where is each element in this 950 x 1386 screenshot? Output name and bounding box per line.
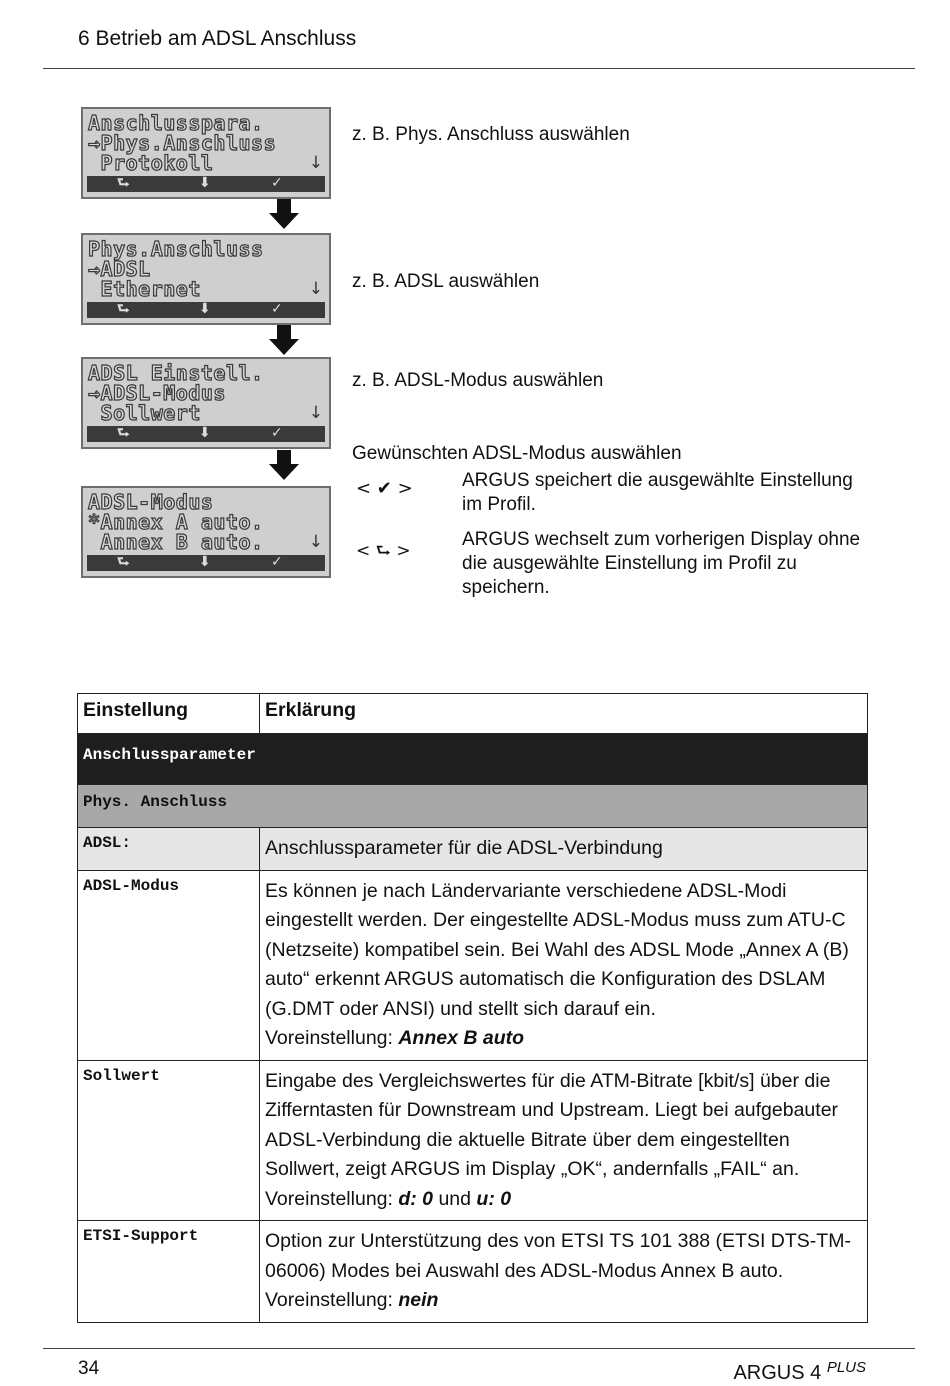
lcd-line: Sollwert: [88, 401, 201, 425]
setting-explanation: Option zur Unterstützung des von ETSI TS 101 388 (ETSI DTS-TM-06006) Modes bei Auswahl des ADSL-Modus Annex B auto.: [265, 1230, 851, 1282]
subsection-row: [78, 785, 868, 828]
confirm-softkey-icon[interactable]: ✓: [271, 175, 283, 191]
back-softkey-icon[interactable]: ⮑: [117, 425, 130, 441]
back-softkey-icon[interactable]: ⮑: [117, 175, 130, 191]
lcd-line: Ethernet: [88, 277, 201, 301]
setting-explanation: Es können je nach Ländervariante verschiedene ADSL-Modi eingestellt werden. Der eingestellte ADSL-Modus muss zum ATU-C (Netzseite) kompatibel sein. Bei Wahl des ADSL Mode „Annex A (B) auto“ erkennt ARGUS automatisch die Konfiguration des DSLAM (G.DMT oder ANSI) und stellt sich darauf ein.: [265, 879, 849, 1020]
back-key-explanation: ARGUS wechselt zum vorherigen Display ohne die ausgewählte Einstellung im Profil zu speichern.: [462, 529, 861, 598]
lcd-line-selected: →ADSL: [88, 257, 151, 281]
default-join: und: [438, 1187, 471, 1210]
step-description: z. B. ADSL auswählen: [352, 271, 540, 292]
back-softkey-icon[interactable]: ⮑: [117, 554, 130, 570]
default-label: Voreinstellung:: [265, 1027, 393, 1049]
section-title: Anschlussparameter: [78, 734, 868, 785]
default-value: nein: [398, 1289, 439, 1311]
confirm-softkey-icon[interactable]: ✓: [271, 425, 283, 441]
down-softkey-icon[interactable]: ⬇: [199, 425, 211, 441]
softkey-bar: [87, 302, 325, 318]
footer-rule: [43, 1348, 915, 1349]
table-row: [78, 1060, 868, 1221]
default-label: Voreinstellung:: [265, 1187, 393, 1210]
step-description: z. B. Phys. Anschluss auswählen: [352, 124, 630, 145]
confirm-key-icon: < ✔ >: [356, 478, 413, 499]
column-header-erklaerung: Erklärung: [260, 694, 868, 734]
setting-explanation-cell: [260, 1060, 868, 1221]
page-header-title: 6 Betrieb am ADSL Anschluss: [78, 27, 357, 50]
setting-explanation: Anschlussparameter für die ADSL-Verbindung: [260, 828, 868, 871]
lcd-line-selected: *Annex A auto.: [88, 510, 264, 534]
lcd-line: Protokoll: [88, 151, 214, 175]
down-softkey-icon[interactable]: ⬇: [199, 554, 211, 570]
table-row: [78, 1221, 868, 1323]
setting-name: ADSL-Modus: [78, 870, 260, 1060]
lcd-display-phys-anschluss: [81, 233, 331, 325]
section-row: [78, 734, 868, 785]
header-rule: [43, 68, 915, 69]
setting-explanation-cell: [260, 1221, 868, 1323]
lcd-line: Phys.Anschluss: [88, 237, 264, 261]
subsection-title: Phys. Anschluss: [78, 785, 868, 828]
lcd-line-selected: →Phys.Anschluss: [88, 131, 277, 155]
lcd-display-adsl-einstell: [81, 357, 331, 449]
scroll-down-icon: ↓: [308, 279, 323, 299]
product-title: ARGUS 4: [733, 1362, 822, 1384]
back-softkey-icon[interactable]: ⮑: [117, 301, 130, 317]
table-row: [78, 870, 868, 1060]
setting-name: ADSL:: [78, 828, 260, 871]
page-number: 34: [78, 1358, 100, 1379]
default-value: Annex B auto: [398, 1027, 525, 1049]
column-header-einstellung: Einstellung: [78, 694, 260, 734]
setting-name: ETSI-Support: [78, 1221, 260, 1323]
setting-name: Sollwert: [78, 1060, 260, 1221]
lcd-line: ADSL-Modus: [88, 490, 214, 514]
flow-down-arrow-icon: [269, 325, 299, 355]
table-header-row: [78, 694, 868, 734]
scroll-down-icon: ↓: [308, 532, 323, 552]
setting-explanation: Eingabe des Vergleichswertes für die ATM-Bitrate [kbit/s] über die Zifferntasten für Downstream und Upstream. Liegt bei aufgebauter ADSL-Verbindung die aktuelle Bitrate über dem eingestellten Sollwert, zeigt ARGUS im Display „OK“, andernfalls „FAIL“ an.: [265, 1069, 839, 1180]
product-name: [733, 1359, 866, 1385]
product-superscript: PLUS: [826, 1359, 866, 1376]
default-value-2: u: 0: [476, 1187, 512, 1210]
setting-explanation-cell: [260, 870, 868, 1060]
confirm-key-explanation: ARGUS speichert die ausgewählte Einstellung im Profil.: [462, 470, 853, 515]
down-softkey-icon[interactable]: ⬇: [199, 175, 211, 191]
back-key-icon: < ⮑ >: [356, 541, 411, 561]
lcd-display-adsl-modus: [81, 486, 331, 578]
flow-down-arrow-icon: [269, 450, 299, 480]
lcd-line: Annex B auto.: [88, 530, 264, 554]
softkey-bar: [87, 176, 325, 192]
step-description: Gewünschten ADSL-Modus auswählen: [352, 443, 682, 464]
table-row: [78, 828, 868, 871]
lcd-line-selected: →ADSL-Modus: [88, 381, 226, 405]
default-value: d: 0: [398, 1187, 434, 1210]
lcd-line: ADSL Einstell.: [88, 361, 264, 385]
settings-table: [77, 693, 868, 1323]
lcd-line: Anschlusspara.: [88, 111, 264, 135]
down-softkey-icon[interactable]: ⬇: [199, 301, 211, 317]
scroll-down-icon: ↓: [308, 403, 323, 423]
lcd-display-anschlussparameter: [81, 107, 331, 199]
confirm-softkey-icon[interactable]: ✓: [271, 301, 283, 317]
softkey-bar: [87, 555, 325, 571]
confirm-softkey-icon[interactable]: ✓: [271, 554, 283, 570]
step-description: z. B. ADSL-Modus auswählen: [352, 370, 604, 391]
flow-down-arrow-icon: [269, 199, 299, 229]
default-label: Voreinstellung:: [265, 1289, 393, 1311]
softkey-bar: [87, 426, 325, 442]
scroll-down-icon: ↓: [308, 153, 323, 173]
